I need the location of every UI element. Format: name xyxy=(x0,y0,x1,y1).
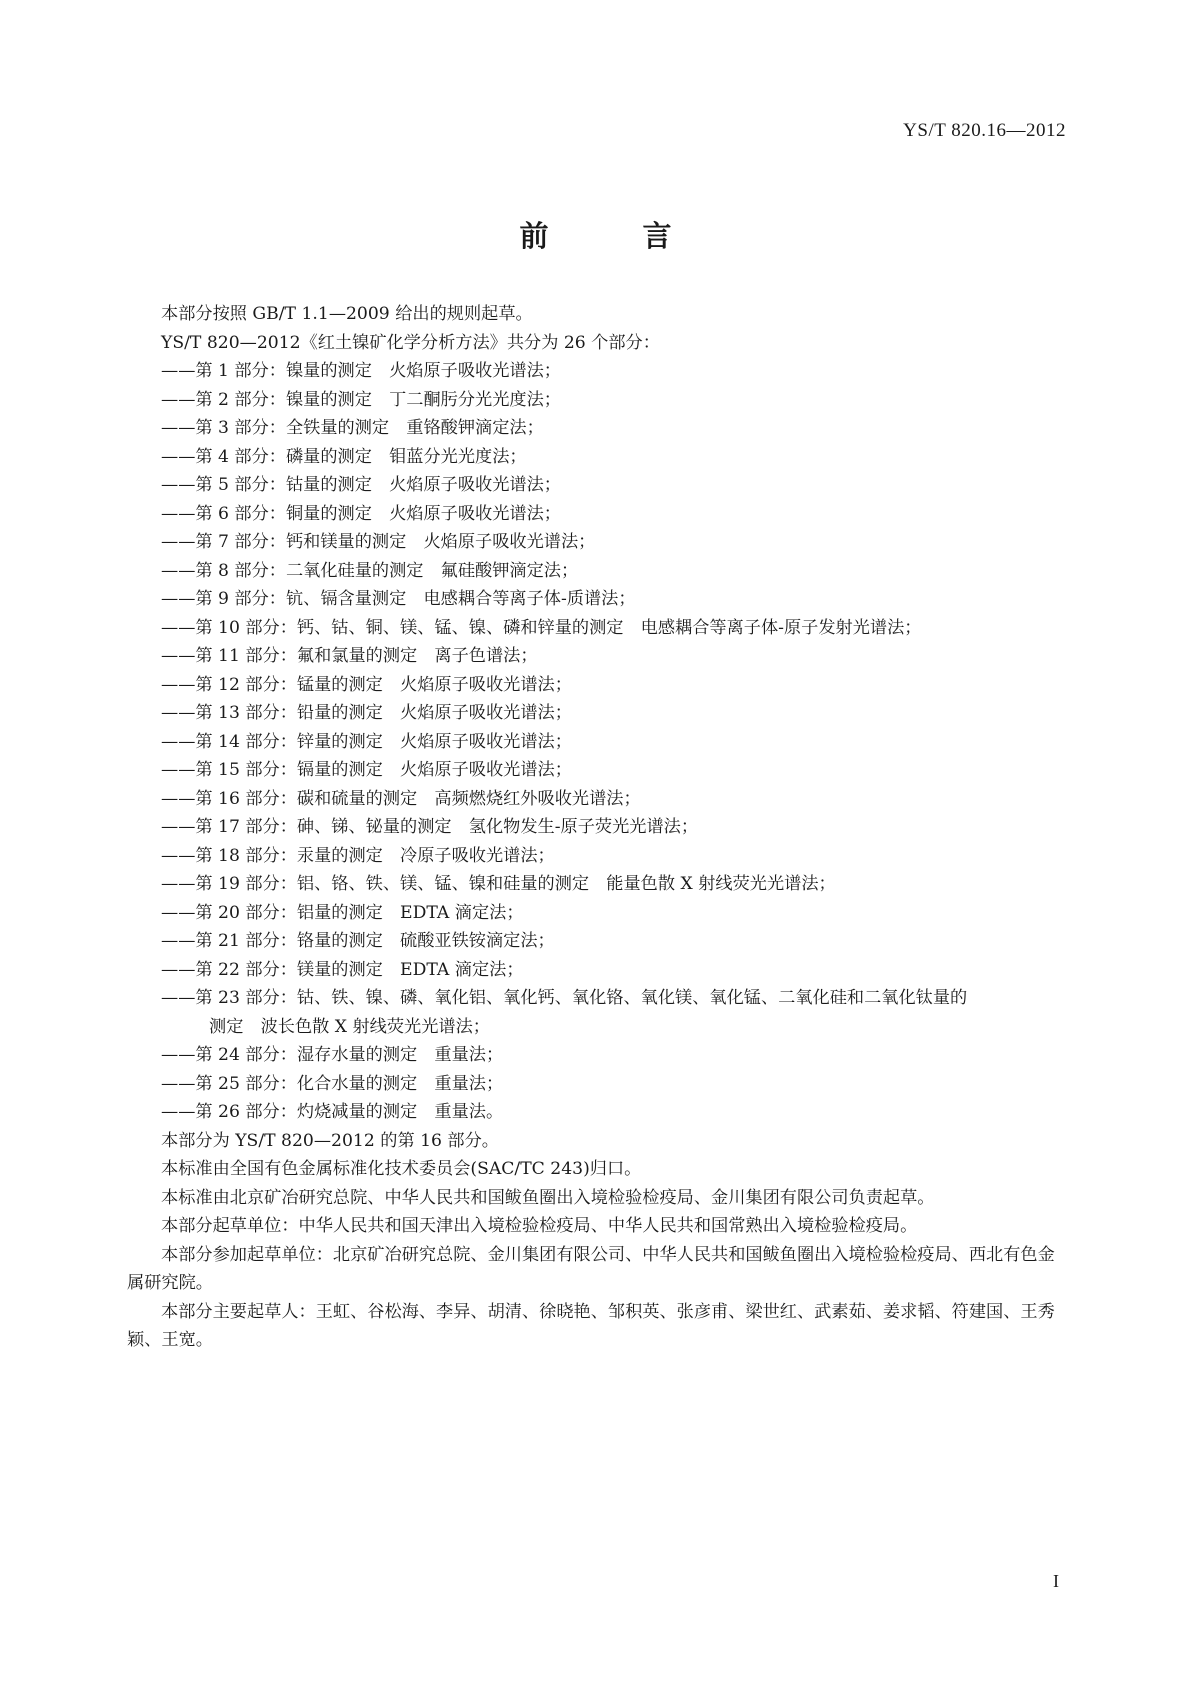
list-item: ——第 15 部分：镉量的测定 火焰原子吸收光谱法； xyxy=(161,760,572,780)
list-item: ——第 3 部分：全铁量的测定 重铬酸钾滴定法； xyxy=(161,418,544,438)
list-item: ——第 20 部分：铝量的测定 EDTA 滴定法； xyxy=(161,902,524,923)
part-23-line-2: 测定 波长色散 X 射线荧光光谱法； xyxy=(209,1016,490,1037)
list-item: ——第 9 部分：钪、镉含量测定 电感耦合等离子体-质谱法； xyxy=(161,589,636,609)
closing-paragraph: 本标准由北京矿冶研究总院、中华人民共和国鲅鱼圈出入境检验检疫局、金川集团有限公司负责起草。 xyxy=(161,1187,935,1208)
list-item: ——第 19 部分：铝、铬、铁、镁、锰、镍和硅量的测定 能量色散 X 射线荧光光谱法； xyxy=(161,874,836,894)
list-item: ——第 11 部分：氟和氯量的测定 离子色谱法； xyxy=(161,646,538,666)
list-item: ——第 21 部分：铬量的测定 硫酸亚铁铵滴定法； xyxy=(161,931,555,951)
list-item: ——第 25 部分：化合水量的测定 重量法； xyxy=(161,1073,504,1094)
closing-paragraph: 本部分起草单位：中华人民共和国天津出入境检验检疫局、中华人民共和国常熟出入境检验检疫局。 xyxy=(161,1216,918,1236)
list-item: ——第 14 部分：锌量的测定 火焰原子吸收光谱法； xyxy=(161,731,572,752)
part-23-line-1: ——第 23 部分：钴、铁、镍、磷、氧化铝、氧化钙、氧化铬、氧化镁、氧化锰、二氧化硅和二氧化钛量的 xyxy=(161,988,968,1008)
list-item: ——第 8 部分：二氧化硅量的测定 氟硅酸钾滴定法； xyxy=(161,560,579,581)
page-title: 前 言 xyxy=(519,219,714,253)
list-item: ——第 16 部分：碳和硫量的测定 高频燃烧红外吸收光谱法； xyxy=(161,788,641,809)
list-item: ——第 7 部分：钙和镁量的测定 火焰原子吸收光谱法； xyxy=(161,532,596,552)
intro-paragraph: YS/T 820—2012《红土镍矿化学分析方法》共分为 26 个部分： xyxy=(161,332,660,353)
list-item: ——第 17 部分：砷、锑、铋量的测定 氢化物发生-原子荧光光谱法； xyxy=(161,817,699,837)
list-item: ——第 1 部分：镍量的测定 火焰原子吸收光谱法； xyxy=(161,361,561,381)
list-item: ——第 22 部分：镁量的测定 EDTA 滴定法； xyxy=(161,959,524,980)
list-item: ——第 13 部分：铅量的测定 火焰原子吸收光谱法； xyxy=(161,703,572,723)
foreword-body xyxy=(127,300,1062,1355)
list-item: ——第 4 部分：磷量的测定 钼蓝分光光度法； xyxy=(161,446,527,467)
list-item: ——第 10 部分：钙、钴、铜、镁、锰、镍、磷和锌量的测定 电感耦合等离子体-原子发射光谱法； xyxy=(161,617,922,638)
list-item: ——第 26 部分：灼烧减量的测定 重量法。 xyxy=(161,1102,504,1122)
closing-paragraph: 本部分主要起草人：王虹、谷松海、李异、胡清、徐晓艳、邹积英、张彦甫、梁世红、武素茹、姜求韬、符建国、王秀颖、王宽。 xyxy=(127,1301,1055,1350)
list-item: ——第 24 部分：湿存水量的测定 重量法； xyxy=(161,1045,504,1065)
intro-paragraph: 本部分按照 GB/T 1.1—2009 给出的规则起草。 xyxy=(161,304,533,324)
list-item-part-23 xyxy=(127,984,1062,1041)
list-item: ——第 2 部分：镍量的测定 丁二酮肟分光光度法； xyxy=(161,389,561,410)
list-item: ——第 18 部分：汞量的测定 冷原子吸收光谱法； xyxy=(161,845,555,866)
page-number: I xyxy=(1053,1571,1059,1591)
closing-paragraph: 本标准由全国有色金属标准化技术委员会(SAC/TC 243)归口。 xyxy=(161,1159,642,1179)
closing-paragraph: 本部分参加起草单位：北京矿冶研究总院、金川集团有限公司、中华人民共和国鲅鱼圈出入境检验检疫局、西北有色金属研究院。 xyxy=(127,1244,1055,1293)
parts-list xyxy=(127,357,1062,1127)
standard-code: YS/T 820.16—2012 xyxy=(903,120,1066,141)
list-item: ——第 6 部分：铜量的测定 火焰原子吸收光谱法； xyxy=(161,503,561,524)
closing-paragraph: 本部分为 YS/T 820—2012 的第 16 部分。 xyxy=(161,1130,499,1151)
list-item: ——第 12 部分：锰量的测定 火焰原子吸收光谱法； xyxy=(161,674,572,695)
list-item: ——第 5 部分：钴量的测定 火焰原子吸收光谱法； xyxy=(161,475,561,495)
